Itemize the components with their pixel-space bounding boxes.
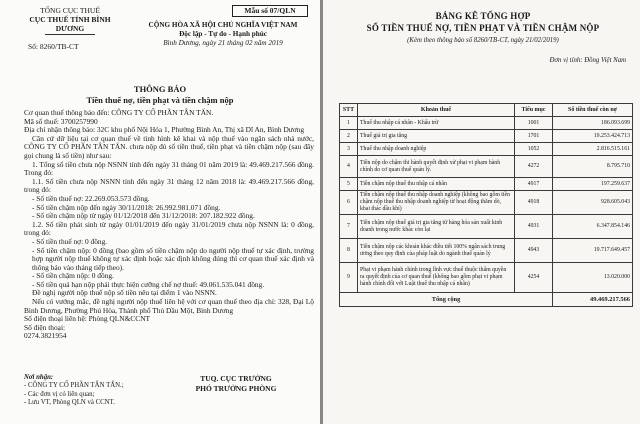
debt-amount: 928.605.043 — [553, 191, 633, 215]
national-motto: Độc lập - Tự do - Hạnh phúc — [179, 29, 267, 38]
form-number-box: Mẫu số 07/QLN — [232, 5, 308, 17]
row-number: 4 — [340, 156, 358, 178]
debt-amount: 13.020.000 — [553, 263, 633, 293]
sub-item-code: 4918 — [515, 191, 553, 215]
column-header: Khoản thuế — [358, 104, 515, 117]
sub-item-code: 4254 — [515, 263, 553, 293]
notice-title: THÔNG BÁO — [133, 84, 187, 94]
table-row — [340, 130, 633, 143]
tax-item: Tiền chậm nộp thuế giá trị gia tăng từ hàng hóa sản xuất kinh doanh trong nước khác còn lại — [358, 215, 515, 239]
row-number: 6 — [340, 191, 358, 215]
debt-amount: 6.347.854.146 — [553, 215, 633, 239]
national-title: CỘNG HÒA XÃ HỘI CHỦ NGHĨA VIỆT NAM — [148, 21, 298, 29]
debt-amount: 186.093.699 — [553, 117, 633, 130]
signature-block — [176, 374, 296, 394]
row-number: 9 — [340, 263, 358, 293]
sub-item-code: 4943 — [515, 239, 553, 263]
signer-title: TUQ. CỤC TRƯỞNG — [200, 374, 272, 383]
tax-item: Thuế thu nhập cá nhân - Khấu trừ — [358, 117, 515, 130]
paragraph: Số điện thoại liên hệ: Phòng QLN&CCNT — [24, 314, 151, 324]
recipients-block — [24, 374, 174, 408]
paragraph: Số điện thoại: — [24, 322, 66, 332]
issue-date: Bình Dương, ngày 21 tháng 02 năm 2019 — [163, 38, 283, 47]
tax-item: Thuế thu nhập doanh nghiệp — [358, 143, 515, 156]
sub-item-code: 4917 — [515, 178, 553, 191]
debt-amount: 19.717.649.457 — [553, 239, 633, 263]
column-header: STT — [340, 104, 358, 117]
tax-item: Tiền nộp do chậm thi hành quyết định xử phạt vi phạm hành chính do cơ quan thuế quản lý. — [358, 156, 515, 178]
schedule-title — [343, 10, 623, 34]
total-label: Tổng cộng — [340, 293, 553, 307]
total-row — [340, 293, 633, 307]
table-row — [340, 178, 633, 191]
row-number: 2 — [340, 130, 358, 143]
debt-table — [339, 103, 633, 307]
table-row — [340, 117, 633, 130]
row-number: 3 — [340, 143, 358, 156]
row-number: 5 — [340, 178, 358, 191]
table-row — [340, 239, 633, 263]
table-header-row — [340, 104, 633, 117]
recipients-label: Nơi nhận: — [24, 374, 54, 381]
recipient-item: - Lưu VT, Phòng QLN và CCNT. — [24, 399, 115, 407]
notice-title-block — [0, 84, 320, 106]
total-amount: 49.469.217.566 — [553, 293, 633, 307]
paragraph: - Số tiền chậm nộp: 0 đồng (bao gồm số tiền chậm nộp do người nộp thuế tự xác định, trường hợp người nộp thuế không tự xác định hoặc xác định không đúng thì cơ quan thuế xác định và thông báo vào tháng tiếp theo). — [32, 245, 314, 272]
paragraph: 1.2. Số tiền phát sinh từ ngày 01/01/2019 đến ngày 31/01/2019 chưa nộp NSNN là: 0 đồng, trong đó: — [24, 219, 314, 238]
paragraph: Mã số thuế: 3700257990 — [24, 116, 98, 126]
issuing-agency: CỤC THUẾ TỈNH BÌNH DƯƠNG — [29, 15, 111, 33]
paragraph: 0274.3821954 — [24, 331, 67, 341]
paragraph: Nếu có vướng mắc, đề nghị người nộp thuế liên hệ với cơ quan thuế theo địa chỉ: 328, Đại Lộ Bình Dương, Phường Phú Hòa, Thành phố Thủ Dầu Một, Bình Dương — [24, 297, 314, 315]
paragraph: - Số tiền chậm nộp: 0 đồng. — [32, 271, 114, 281]
table-row — [340, 156, 633, 178]
notice-body — [24, 109, 314, 341]
tax-item: Phạt vi phạm hành chính trong lĩnh vực thuế thuộc thẩm quyền ra quyết định của cơ quan thuế (không bao gồm phạt vi phạm hành chính đối với Luật thuế thu nhập cá nhân) — [358, 263, 515, 293]
schedule-page — [323, 0, 640, 424]
table-row — [340, 143, 633, 156]
tax-item: Tiền chậm nộp các khoản khác điều tiết 100% ngân sách trung ương theo quy định của pháp luật do ngành thuế quản lý — [358, 239, 515, 263]
issuer-header — [18, 6, 122, 41]
paragraph: 1.1. Số tiền chưa nộp NSNN tính đến ngày 31 tháng 12 năm 2018 là: 49.469.217.566 đồng, trong đó: — [24, 176, 314, 195]
paragraph: Đề nghị người nộp thuế nộp số tiền nêu tại điểm 1 vào NSNN. — [32, 288, 217, 298]
debt-amount: 2.816.515.161 — [553, 143, 633, 156]
parent-agency: TỔNG CỤC THUẾ — [40, 6, 100, 15]
sub-item-code: 1701 — [515, 130, 553, 143]
row-number: 7 — [340, 215, 358, 239]
debt-amount: 8.795.710 — [553, 156, 633, 178]
table-row — [340, 191, 633, 215]
sub-item-code: 1001 — [515, 117, 553, 130]
sub-item-code: 4931 — [515, 215, 553, 239]
tax-item: Thuế giá trị gia tăng — [358, 130, 515, 143]
sub-item-code: 1052 — [515, 143, 553, 156]
paragraph: - Số tiền chậm nộp từ ngày 01/12/2018 đến 31/12/2018: 207.182.922 đồng. — [32, 211, 255, 221]
document-number: Số: 8260/TB-CT — [28, 42, 79, 51]
tax-item: Tiền chậm nộp thuế thu nhập doanh nghiệp (không bao gồm tiền chậm nộp thuế thu nhập doanh nghiệp từ hoạt động thăm dò, khai thác dầu khí) — [358, 191, 515, 215]
row-number: 8 — [340, 239, 358, 263]
sub-item-code: 4272 — [515, 156, 553, 178]
debt-amount: 197.259.637 — [553, 178, 633, 191]
schedule-title-line2: SỐ TIỀN THUẾ NỢ, TIỀN PHẠT VÀ TIỀN CHẬM NỘP — [366, 23, 600, 33]
recipient-item: - Các đơn vị có liên quan; — [24, 390, 95, 398]
row-number: 1 — [340, 117, 358, 130]
table-row — [340, 263, 633, 293]
tax-item: Tiền chậm nộp thuế thu nhập cá nhân — [358, 178, 515, 191]
schedule-subtitle: (Kèm theo thông báo số 8260/TB-CT, ngày 21/02/2019) — [407, 37, 559, 44]
table-row — [340, 215, 633, 239]
schedule-title-line1: BẢNG KÊ TỔNG HỢP — [435, 11, 531, 21]
debt-amount: 19.253.424.713 — [553, 130, 633, 143]
paragraph: Cơ quan thuế thông báo đến: CÔNG TY CỔ PHẦN TÂN TẤN. — [24, 108, 214, 117]
currency-unit: Đơn vị tính: Đồng Việt Nam — [549, 57, 626, 64]
national-header — [130, 21, 316, 47]
paragraph: - Số tiền quá hạn nộp phải thực hiện cưỡng chế nợ thuế: 49.061.535.041 đồng. — [32, 279, 265, 289]
paragraph: - Số tiền thuế nợ: 0 đồng. — [32, 236, 108, 246]
paragraph: - Số tiền thuế nợ: 22.269.053.573 đồng. — [32, 193, 150, 203]
paragraph: 1. Tổng số tiền chưa nộp NSNN tính đến ngày 31 tháng 01 năm 2019 là: 49.469.217.566 đồng. Trong đó: — [24, 159, 314, 178]
paragraph: - Số tiền chậm nộp đến ngày 30/11/2018: 26.992.981.071 đồng. — [32, 202, 221, 212]
signer-role: PHÓ TRƯỞNG PHÒNG — [195, 384, 277, 393]
paragraph: Căn cứ dữ liệu tại cơ quan thuế về tình hình kê khai và nộp thuế vào ngân sách nhà nước, CÔNG TY CỔ PHẦN TÂN TẤN. chưa nộp đủ số tiền thuế, tiền phạt và tiền chậm nộp (sau đây gọi chung là số tiền) như sau: — [24, 133, 314, 160]
column-header: Số tiền thuế còn nợ — [553, 104, 633, 117]
paragraph: Địa chỉ nhận thông báo: 32C khu phố Nội Hóa 1, Phường Bình An, Thị xã Dĩ An, Bình Dương — [24, 125, 305, 135]
notice-subtitle: Tiền thuế nợ, tiền phạt và tiền chậm nộp — [86, 95, 234, 105]
column-header: Tiểu mục — [515, 104, 553, 117]
recipient-item: - CÔNG TY CỔ PHẦN TÂN TẤN.; — [24, 382, 124, 390]
